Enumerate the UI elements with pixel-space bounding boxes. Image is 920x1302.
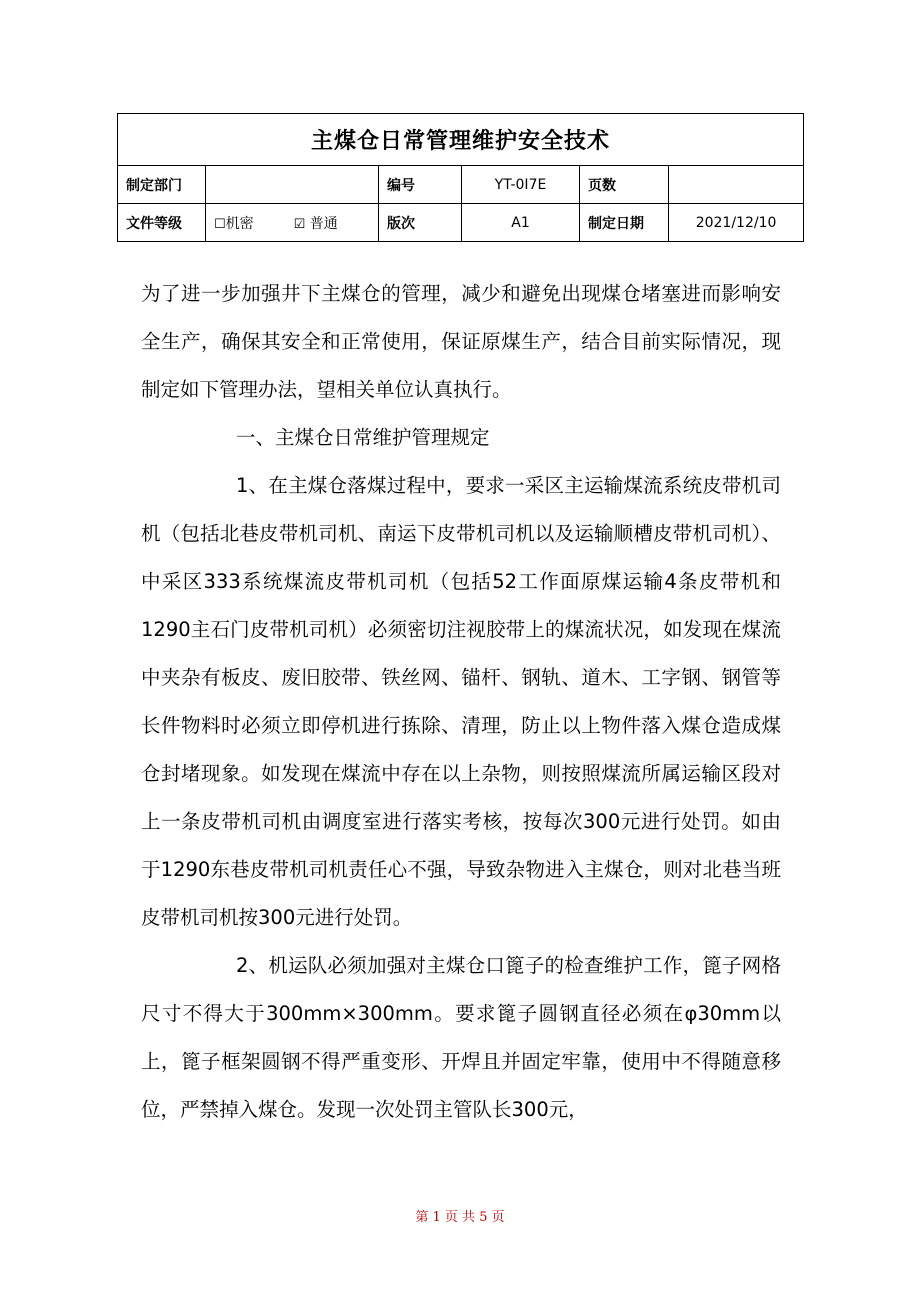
pages-value: [669, 166, 804, 204]
level-normal-label: 普通: [309, 215, 338, 232]
document-header-table: [117, 113, 804, 242]
date-value: 2021/12/10: [669, 204, 804, 242]
level-secret-option: [214, 213, 254, 233]
intro-paragraph: 为了进一步加强井下主煤仓的管理，减少和避免出现煤仓堵塞进而影响安全生产，确保其安全和正常使用，保证原煤生产，结合目前实际情况，现制定如下管理办法，望相关单位认真执行。: [141, 282, 781, 401]
level-options: [206, 204, 379, 242]
version-label: 版次: [379, 204, 462, 242]
document-title: 主煤仓日常管理维护安全技术: [118, 114, 804, 166]
code-label: 编号: [379, 166, 462, 204]
checked-box-icon: ☑: [293, 216, 306, 232]
level-normal-option: [294, 213, 338, 233]
version-value: A1: [462, 204, 580, 242]
unchecked-box-icon: ☐: [214, 216, 226, 232]
dept-value: [206, 166, 379, 204]
rule-item-1: 1、在主煤仓落煤过程中，要求一采区主运输煤流系统皮带机司机（包括北巷皮带机司机、南运下皮带机司机以及运输顺槽皮带机司机）、中采区333系统煤流皮带机司机（包括52工作面原煤运输4条皮带机和1290主石门皮带机司机）必须密切注视胶带上的煤流状况，如发现在煤流中夹杂有板皮、废旧胶带、铁丝网、锚杆、钢轨、道木、工字钢、钢管等长件物料时必须立即停机进行拣除、清理，防止以上物件落入煤仓造成煤仓封堵现象。如发现在煤流中存在以上杂物，则按照煤流所属运输区段对上一条皮带机司机由调度室进行落实考核，按每次300元进行处罚。如由于1290东巷皮带机司机责任心不强，导致杂物进入主煤仓，则对北巷当班皮带机司机按300元进行处罚。: [141, 474, 781, 929]
date-label: 制定日期: [580, 204, 669, 242]
rule-item-2: 2、机运队必须加强对主煤仓口篦子的检查维护工作，篦子网格尺寸不得大于300mm×300mm。要求篦子圆钢直径必须在φ30mm以上，篦子框架圆钢不得严重变形、开焊且并固定牢靠，使用中不得随意移位，严禁掉入煤仓。发现一次处罚主管队长300元，: [141, 954, 781, 1121]
level-secret-label: 机密: [225, 215, 254, 232]
pages-label: 页数: [580, 166, 669, 204]
level-label: 文件等级: [118, 204, 206, 242]
document-body: [141, 270, 781, 1134]
code-value: YT-0I7E: [462, 166, 580, 204]
section-heading: 一、主煤仓日常维护管理规定: [236, 426, 490, 449]
page-number: 第 1 页 共 5 页: [415, 1210, 505, 1225]
dept-label: 制定部门: [118, 166, 206, 204]
